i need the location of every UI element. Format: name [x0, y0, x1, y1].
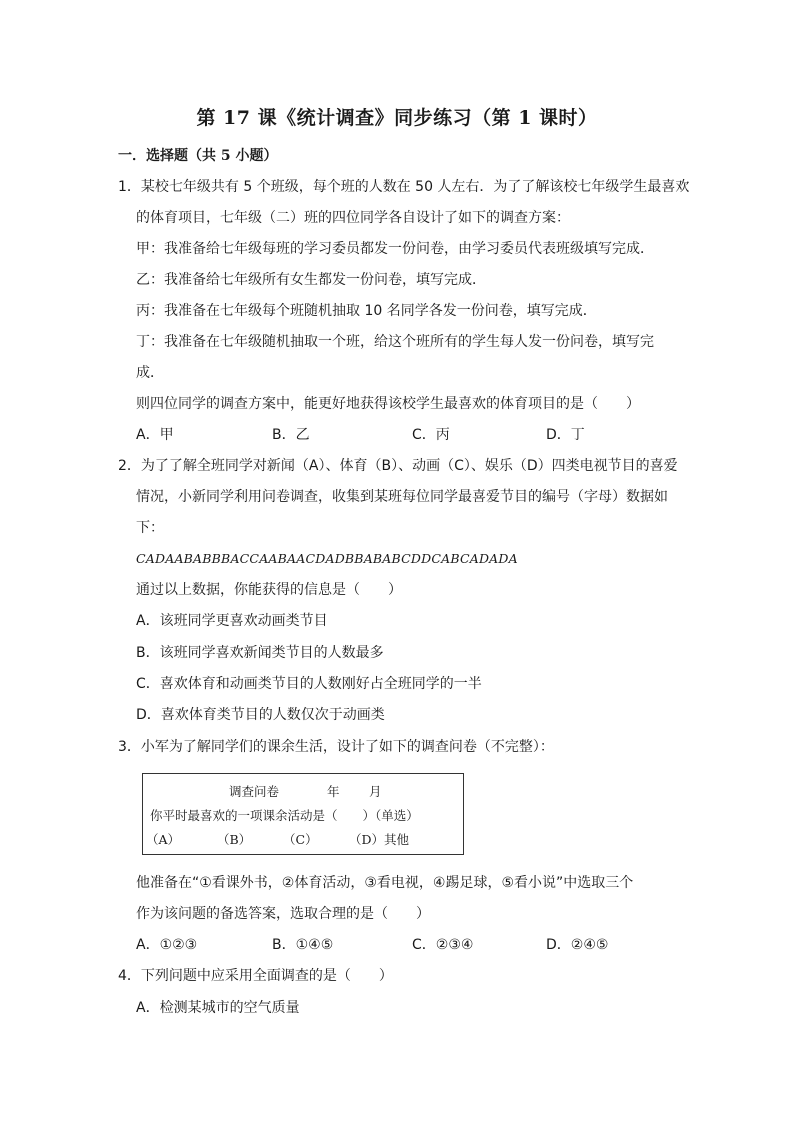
q2-line: 情况，小新同学利用问卷调查，收集到某班每位同学最喜爱节目的编号（字母）数据如 [136, 489, 668, 505]
survey-form-box [142, 773, 464, 855]
page-title: 第 17 课《统计调查》同步练习（第 1 课时） [196, 107, 598, 129]
survey-question: 你平时最喜欢的一项课余活动是（ ）（单选） [150, 808, 419, 823]
survey-choice-d: （D）其他 [349, 832, 410, 847]
q4-line: 4．下列问题中应采用全面调查的是（ ） [118, 968, 393, 984]
q3-option-c: C．②③④ [412, 937, 474, 953]
q1-line: 成． [136, 365, 164, 381]
survey-heading: 调查问卷 [229, 784, 280, 799]
survey-year: 年 [327, 784, 340, 799]
q2-line: 2．为了了解全班同学对新闻（A）、体育（B）、动画（C）、娱乐（D）四类电视节目的喜爱 [118, 458, 678, 474]
q2-data-string: CADAABABBBACCAABAACDADBBABABCDDCABCADADA [136, 551, 518, 566]
q1-option-a: A．甲 [136, 427, 174, 443]
q1-option-c: C．丙 [412, 427, 450, 443]
q2-option-c: C．喜欢体育和动画类节目的人数刚好占全班同学的一半 [136, 676, 482, 692]
q1-option-d: D．丁 [546, 427, 585, 443]
section-heading: 一．选择题（共 5 小题） [118, 148, 278, 164]
q3-option-d: D．②④⑤ [546, 937, 609, 953]
survey-choice-c: （C） [283, 832, 318, 847]
survey-choice-a: （A） [146, 832, 181, 847]
q4-option-a: A．检测某城市的空气质量 [136, 1000, 300, 1016]
q3-option-b: B．①④⑤ [272, 937, 334, 953]
q1-line: 甲：我准备给七年级每班的学习委员都发一份问卷，由学习委员代表班级填写完成． [136, 241, 654, 257]
q2-option-b: B．该班同学喜欢新闻类节目的人数最多 [136, 645, 384, 661]
q1-line: 则四位同学的调查方案中，能更好地获得该校学生最喜欢的体育项目的是（ ） [136, 396, 640, 412]
survey-month: 月 [369, 784, 382, 799]
q3-option-a: A．①②③ [136, 937, 198, 953]
q1-line: 乙：我准备给七年级所有女生都发一份问卷，填写完成． [136, 272, 486, 288]
q1-line: 1．某校七年级共有 5 个班级，每个班的人数在 50 人左右．为了了解该校七年级学生最喜欢 [118, 179, 690, 195]
q1-line: 丙：我准备在七年级每个班随机抽取 10 名同学各发一份问卷，填写完成． [136, 303, 597, 319]
q2-option-a: A．该班同学更喜欢动画类节目 [136, 613, 328, 629]
q1-line: 丁：我准备在七年级随机抽取一个班，给这个班所有的学生每人发一份问卷，填写完 [136, 334, 654, 350]
q3-line: 作为该问题的备选答案，选取合理的是（ ） [136, 906, 430, 922]
survey-choice-b: （B） [217, 832, 252, 847]
q3-line: 他准备在“①看课外书，②体育活动，③看电视，④踢足球，⑤看小说”中选取三个 [136, 875, 634, 891]
q2-line: 通过以上数据，你能获得的信息是（ ） [136, 582, 402, 598]
q2-option-d: D．喜欢体育类节目的人数仅次于动画类 [136, 707, 385, 723]
q1-line: 的体育项目，七年级（二）班的四位同学各自设计了如下的调查方案： [136, 210, 570, 226]
q2-line: 下： [136, 520, 164, 536]
q3-line: 3．小军为了解同学们的课余生活，设计了如下的调查问卷（不完整）： [118, 739, 554, 755]
q1-option-b: B．乙 [272, 427, 310, 443]
